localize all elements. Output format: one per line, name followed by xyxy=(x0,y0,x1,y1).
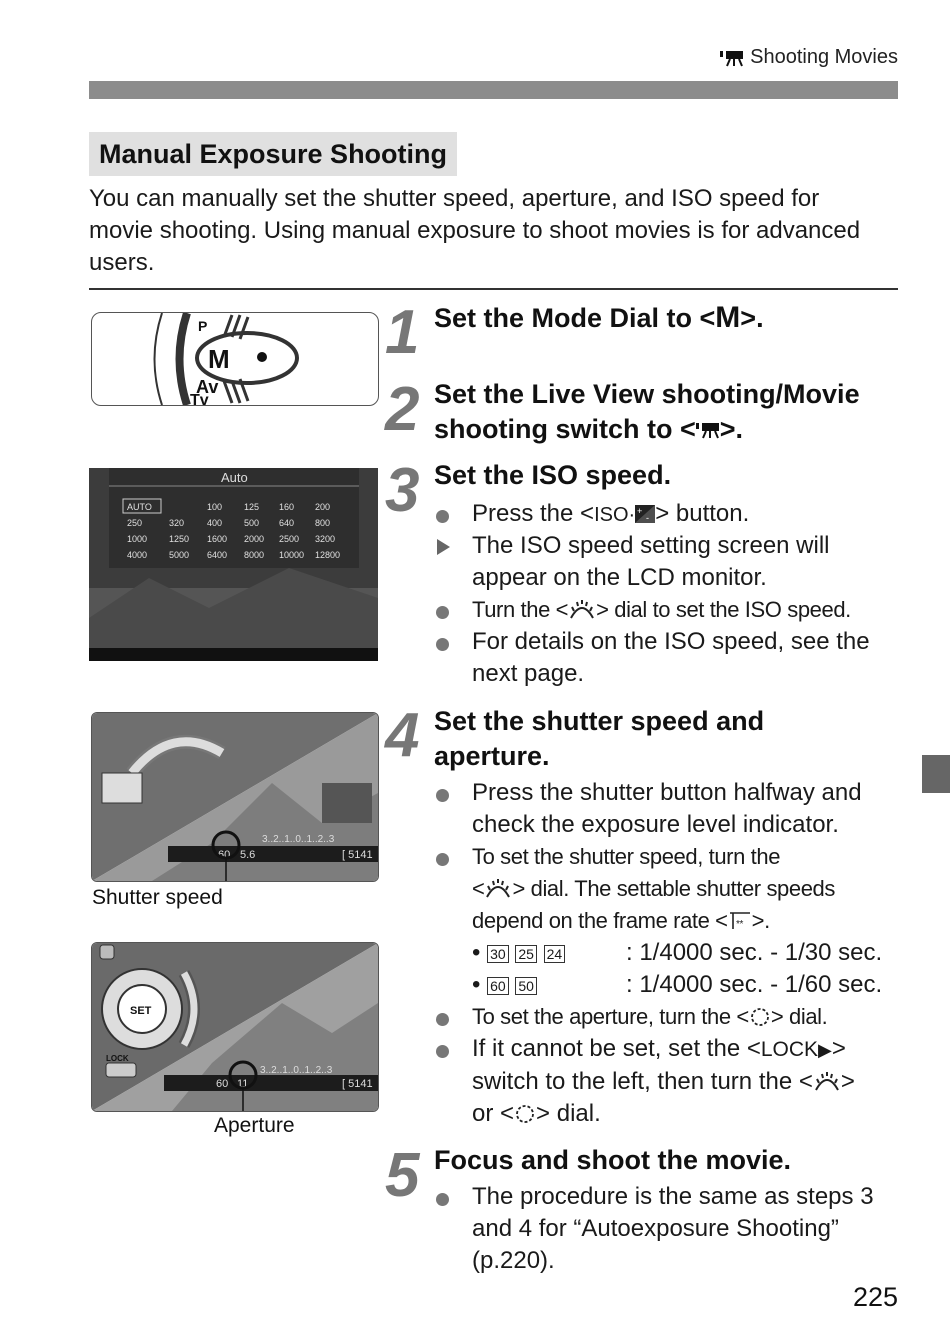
main-dial-icon xyxy=(568,598,596,620)
svg-text:+: + xyxy=(637,506,643,516)
step-3-bullet-4 xyxy=(436,626,902,690)
set-button-label: SET xyxy=(130,1005,152,1017)
iso-value-cell: 6400 xyxy=(207,550,228,560)
step-4-heading-line1: Set the shutter speed and xyxy=(434,706,765,736)
shutter-readout-aperture: 5.6 xyxy=(240,849,256,861)
step-5-number: 5 xyxy=(385,1141,420,1210)
step-3-heading: Set the ISO speed. xyxy=(434,460,672,490)
aperture-caption: Aperture xyxy=(214,1114,295,1137)
iso-value-cell: 4000 xyxy=(127,550,148,560)
step-3-bullet-1-text: Press the < xyxy=(472,500,595,527)
aperture-readout-aperture: 11 xyxy=(237,1078,249,1090)
dial-index-dot xyxy=(257,352,267,362)
iso-screen-title: Auto xyxy=(221,470,248,485)
quick-control-dial-icon xyxy=(514,1103,536,1125)
step-4-bullet-4-line1-end: > xyxy=(831,1035,846,1062)
step-2-heading-end: >. xyxy=(719,414,744,444)
dial-label-m: M xyxy=(208,344,230,374)
shutter-readout-shots: [ 5141 xyxy=(342,849,373,861)
intro-paragraph: You can manually set the shutter speed, aperture, and ISO speed for movie shooting. Using manual exposure to shoot movies is for advanced users. xyxy=(89,185,861,276)
step-5-bullet-1-text: The procedure is the same as steps 3 and 4 for “Autoexposure Shooting” (p.220). xyxy=(472,1183,874,1274)
frame-rate-icon xyxy=(728,911,752,931)
svg-text:**: ** xyxy=(735,919,743,930)
shutter-readout-scale: 3..2..1..0..1..2..3 xyxy=(262,834,335,845)
iso-value-cell: 1250 xyxy=(169,534,190,544)
iso-value-cell: 100 xyxy=(207,502,223,512)
step-4-bullet-4-line1 xyxy=(472,1033,912,1066)
main-dial-icon xyxy=(484,877,512,899)
iso-value-cell: 200 xyxy=(315,502,331,512)
chapter-side-tab xyxy=(922,755,950,793)
step-4-bullet-2 xyxy=(436,841,912,1001)
main-dial-icon xyxy=(813,1070,841,1092)
step-4-bullet-2-line1: To set the shutter speed, turn the xyxy=(472,844,781,869)
step-4-bullet-4-line3-end: > dial. xyxy=(536,1100,601,1127)
step-3-bullet-1-end: > button. xyxy=(655,500,750,527)
step-5-bullet-1 xyxy=(436,1181,902,1277)
aperture-readout-scale: 3..2..1..0..1..2..3 xyxy=(260,1065,333,1076)
iso-value-cell: 12800 xyxy=(315,550,341,560)
iso-value-cell: 5000 xyxy=(169,550,190,560)
frame-rate-30-icon: 30 xyxy=(487,945,509,963)
step-2-heading-line2 xyxy=(434,412,904,447)
lock-arrow-icon: ▶ xyxy=(818,1040,832,1060)
shutter-speed-caption: Shutter speed xyxy=(92,886,223,909)
shutter-speed-illustration xyxy=(91,712,379,882)
frame-rate-row-a: • 30 25 24 : 1/4000 sec. - 1/30 sec. xyxy=(472,937,912,969)
aperture-readout-speed: 60 xyxy=(216,1078,229,1090)
step-4-bullet-1-text: Press the shutter button halfway and check the exposure level indicator. xyxy=(472,779,862,838)
frame-rate-50-icon: 50 xyxy=(515,977,537,995)
step-3-number: 3 xyxy=(385,456,420,525)
step-2-heading-line1: Set the Live View shooting/Movie xyxy=(434,379,860,409)
lock-switch-label: LOCK xyxy=(106,1054,129,1063)
iso-button-symbol: ISO· xyxy=(594,504,636,526)
step-3-bullet-3-end: > dial to set the ISO speed. xyxy=(596,597,851,622)
dial-label-p: P xyxy=(198,318,208,334)
iso-value-cell: 8000 xyxy=(244,550,265,560)
iso-value-cell: 640 xyxy=(279,518,295,528)
step-3-bullet-1 xyxy=(436,498,749,531)
step-3-result xyxy=(436,530,902,594)
step-3-bullet-3 xyxy=(436,594,912,626)
step-1-heading-text: Set the Mode Dial to < xyxy=(434,303,716,333)
step-4-bullet-4-line2-text: switch to the left, then turn the < xyxy=(472,1068,813,1095)
step-1-number: 1 xyxy=(385,298,420,367)
step-4-bullet-2-line2-text: > dial. The settable shutter speeds xyxy=(512,876,835,901)
section-title-box xyxy=(89,132,457,176)
shutter-readout-speed: 60 xyxy=(218,849,231,861)
step-1-heading xyxy=(434,300,764,336)
step-4-number: 4 xyxy=(385,701,420,770)
step-3-bullet-4-text: For details on the ISO speed, see the next page. xyxy=(472,628,870,687)
header-bar xyxy=(89,81,898,99)
step-2-heading-line2-text: shooting switch to < xyxy=(434,414,696,444)
iso-value-cell: 1600 xyxy=(207,534,228,544)
frame-rate-range-a: : 1/4000 sec. - 1/30 sec. xyxy=(626,939,883,966)
iso-screen-illustration xyxy=(89,468,378,661)
step-4-bullet-4-line2-end: > xyxy=(840,1068,855,1095)
step-4-bullet-2-line3 xyxy=(472,905,912,937)
iso-value-cell: 800 xyxy=(315,518,331,528)
step-4-bullet-2-line3-end: >. xyxy=(751,908,770,933)
step-4-bullet-3 xyxy=(436,1001,912,1033)
iso-value-cell: 500 xyxy=(244,518,260,528)
frame-rate-range-b: : 1/4000 sec. - 1/60 sec. xyxy=(626,971,883,998)
step-3-bullet-3-text: Turn the < xyxy=(472,597,569,622)
running-header xyxy=(720,46,898,69)
aperture-illustration xyxy=(91,942,379,1112)
frame-rate-25-icon: 25 xyxy=(515,945,537,963)
step-5-heading: Focus and shoot the movie. xyxy=(434,1145,792,1175)
step-4-heading xyxy=(434,704,904,774)
iso-value-cell: 10000 xyxy=(279,550,305,560)
step-4-bullet-4-line3-text: or < xyxy=(472,1100,515,1127)
divider-rule xyxy=(89,288,898,290)
movie-camera-icon xyxy=(720,49,744,67)
movie-camera-icon xyxy=(696,420,720,440)
step-4-bullet-3-text: To set the aperture, turn the < xyxy=(472,1004,749,1029)
iso-value-cell: 3200 xyxy=(315,534,336,544)
frame-rate-row-b: • 60 50 : 1/4000 sec. - 1/60 sec. xyxy=(472,969,912,1001)
step-3-result-text: The ISO speed setting screen will appear on the LCD monitor. xyxy=(472,532,830,591)
iso-value-cell: 1000 xyxy=(127,534,148,544)
iso-value-cell: 160 xyxy=(279,502,295,512)
dial-label-tv: Tv xyxy=(190,392,209,405)
step-4-bullet-2-line3-text: depend on the frame rate < xyxy=(472,908,728,933)
mode-m-symbol: M xyxy=(715,301,741,334)
step-4-bullet-4-line2 xyxy=(472,1066,912,1098)
iso-value-cell: AUTO xyxy=(127,502,152,512)
step-4-bullet-1 xyxy=(436,777,902,841)
frame-rate-24-icon: 24 xyxy=(544,945,566,963)
bracket-open: < xyxy=(472,876,485,901)
lock-symbol: LOCK xyxy=(760,1038,819,1061)
iso-value-cell: 320 xyxy=(169,518,185,528)
iso-value-cell: 400 xyxy=(207,518,223,528)
frame-rate-60-icon: 60 xyxy=(487,977,509,995)
step-2-number: 2 xyxy=(385,375,420,444)
page-number: 225 xyxy=(852,1282,898,1312)
iso-value-cell: 125 xyxy=(244,502,260,512)
step-2-heading xyxy=(434,377,904,447)
step-4-bullet-3-end: > dial. xyxy=(770,1004,828,1029)
step-4-bullet-2-line2 xyxy=(472,873,912,905)
step-4-bullet-4 xyxy=(436,1033,912,1130)
step-1-heading-end: >. xyxy=(740,303,764,333)
iso-value-cell: 250 xyxy=(127,518,143,528)
svg-text:-: - xyxy=(646,513,650,523)
section-title: Manual Exposure Shooting xyxy=(99,138,448,169)
header-section-label: Shooting Movies xyxy=(750,46,898,68)
iso-value-cell: 2500 xyxy=(279,534,300,544)
dial-label-av: Av xyxy=(196,377,219,397)
aperture-readout-shots: [ 5141 xyxy=(342,1078,373,1090)
quick-control-dial-icon xyxy=(749,1006,771,1028)
step-4-bullet-4-line1-text: If it cannot be set, set the < xyxy=(472,1035,761,1062)
step-4-bullet-4-line3 xyxy=(472,1098,912,1130)
exposure-comp-icon xyxy=(635,505,655,523)
iso-value-cell: 2000 xyxy=(244,534,265,544)
step-4-heading-line2: aperture. xyxy=(434,741,550,771)
mode-dial-illustration xyxy=(91,312,379,406)
